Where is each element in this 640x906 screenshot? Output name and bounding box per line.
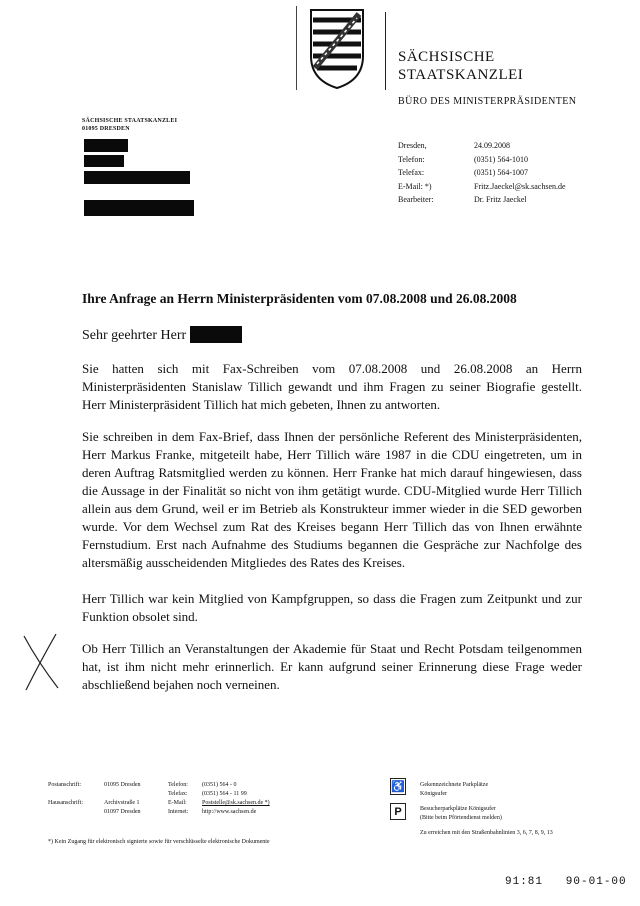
fax-label: Telefax: (168, 791, 188, 797)
redaction-recipient-4 (84, 200, 194, 216)
sender-line1: SÄCHSISCHE STAATSKANZLEI (82, 118, 178, 124)
postal-value: 01095 Dresden (104, 782, 141, 788)
tel-label: Telefon: (168, 782, 188, 788)
paragraph-3: Herr Tillich war kein Mitglied von Kampfgruppen, so dass die Fragen zum Zeitpunkt und zur Funktion obsolet sind. (82, 591, 582, 624)
handwritten-cross-mark (18, 632, 66, 692)
letter-subject: Ihre Anfrage an Herrn Ministerpräsidenten vom 07.08.2008 und 26.08.2008 (82, 291, 517, 306)
coat-of-arms-icon (303, 6, 371, 90)
info-value: (0351) 564-1010 (474, 154, 528, 164)
letter-info-block (398, 139, 566, 207)
info-row (398, 193, 566, 207)
info-value: (0351) 564-1007 (474, 168, 528, 177)
wheelchair-parking-icon: ♿ (390, 778, 406, 795)
tram-info: Zu erreichen mit den Straßenbahnlinien 3, 6, 7, 8, 9, 13 (420, 830, 553, 836)
redaction-recipient-1 (84, 139, 128, 152)
info-label: Telefax: (398, 168, 425, 177)
footer-note: *) Kein Zugang für elektronisch signierte sowie für verschlüsselte elektronische Dokumente (48, 839, 270, 845)
tel-value: (0351) 564 - 0 (202, 782, 237, 788)
redaction-recipient-2 (84, 155, 124, 167)
info-label: E-Mail: *) (398, 181, 432, 191)
parking1-line1: Gekennzeichnete Parkplätze (420, 782, 489, 788)
footer-contact (168, 781, 270, 817)
info-row (398, 166, 566, 180)
parking-icon: P (390, 803, 406, 820)
footer-postal (48, 781, 141, 817)
redaction-recipient-3 (84, 171, 190, 184)
paragraph-1: Sie hatten sich mit Fax-Schreiben vom 07.08.2008 und 26.08.2008 an Herrn Ministerpräsidenten Stanislaw Tillich gewandt und ihm Fragen zu seiner Biografie gestellt. Herr Ministerpräsident Tillich hat mich gebeten, Ihnen zu antworten. (82, 361, 582, 412)
office-name (398, 48, 523, 84)
salutation (82, 328, 186, 344)
email-label: E-Mail: (168, 800, 187, 806)
office-line1: SÄCHSISCHE (398, 49, 495, 65)
header-divider (385, 12, 386, 90)
sender-address (82, 117, 177, 133)
parking2-line2: (Bitte beim Pförtendienst melden) (420, 815, 502, 821)
salutation-text: Sehr geehrter Herr (82, 328, 187, 343)
fax-value: (0351) 564 - 11 99 (202, 791, 247, 797)
info-value: Fritz.Jaeckel@sk.sachsen.de (474, 181, 566, 191)
parking1-line2: Königsufer (420, 791, 447, 797)
info-row (398, 153, 566, 167)
internet-link[interactable]: http://www.sachsen.de (202, 809, 257, 815)
parking-info-2 (420, 805, 502, 823)
house-value1: Archivstraße 1 (104, 800, 140, 806)
paragraph-2: Sie schreiben in dem Fax-Brief, dass Ihnen der persönliche Referent des Ministerpräsidenten, Herr Markus Franke, mitgeteilt habe, Herr Tillich wäre 1987 in die CDU eingetreten, um in deren Auftrag Ratsmitglied werden zu können. Herr Franke hat mich darauf hingewiesen, dass die Aussage in der Finalität so nicht von ihm getätigt wurde. CDU-Mitglied wurde Herr Tillich allein aus dem Grund, weil er im Betrieb als Konstrukteur immer wieder in die SED geworben wurde. Vor dem Wechsel zum Rat des Kreises begann Herr Tillich das von Ihnen erwähnte Fernstudium. Erst nach Aufnahme des Studiums begannen die Gespräche zur Nachfolge des altersmäßig ausscheidenden Mitgliedes des Rates des Kreises. (82, 429, 582, 570)
info-value: 24.09.2008 (474, 141, 510, 150)
redaction-name (190, 326, 242, 343)
house-value2: 01097 Dresden (104, 809, 141, 815)
house-label: Hausanschrift: (48, 800, 83, 806)
bureau-name: BÜRO DES MINISTERPRÄSIDENTEN (398, 96, 577, 107)
email-link[interactable]: Poststelle@sk.sachsen.de *) (202, 800, 270, 806)
info-label: Telefon: (398, 154, 425, 164)
internet-label: Internet: (168, 809, 189, 815)
postal-label: Postanschrift: (48, 782, 81, 788)
fax-stamp: 91:81 90-01-00 (505, 876, 627, 888)
parking2-line1: Besucherparkplätze Königsufer (420, 806, 496, 812)
info-row (398, 139, 566, 153)
paragraph-4: Ob Herr Tillich an Veranstaltungen der Akademie für Staat und Recht Potsdam teilgenommen hat, ist ihm nicht mehr erinnerlich. Er kann aufgrund seiner Erinnerung diese Frage weder abschließend bejahen noch verneinen. (82, 641, 582, 692)
info-label: Dresden, (398, 141, 427, 150)
info-row (398, 180, 566, 194)
office-line2: STAATSKANZLEI (398, 67, 524, 83)
info-label: Bearbeiter: (398, 195, 434, 204)
sender-line2: 01095 DRESDEN (82, 126, 130, 132)
parking-info-1 (420, 781, 488, 799)
header-divider-left (296, 6, 297, 90)
info-value: Dr. Fritz Jaeckel (474, 195, 527, 204)
